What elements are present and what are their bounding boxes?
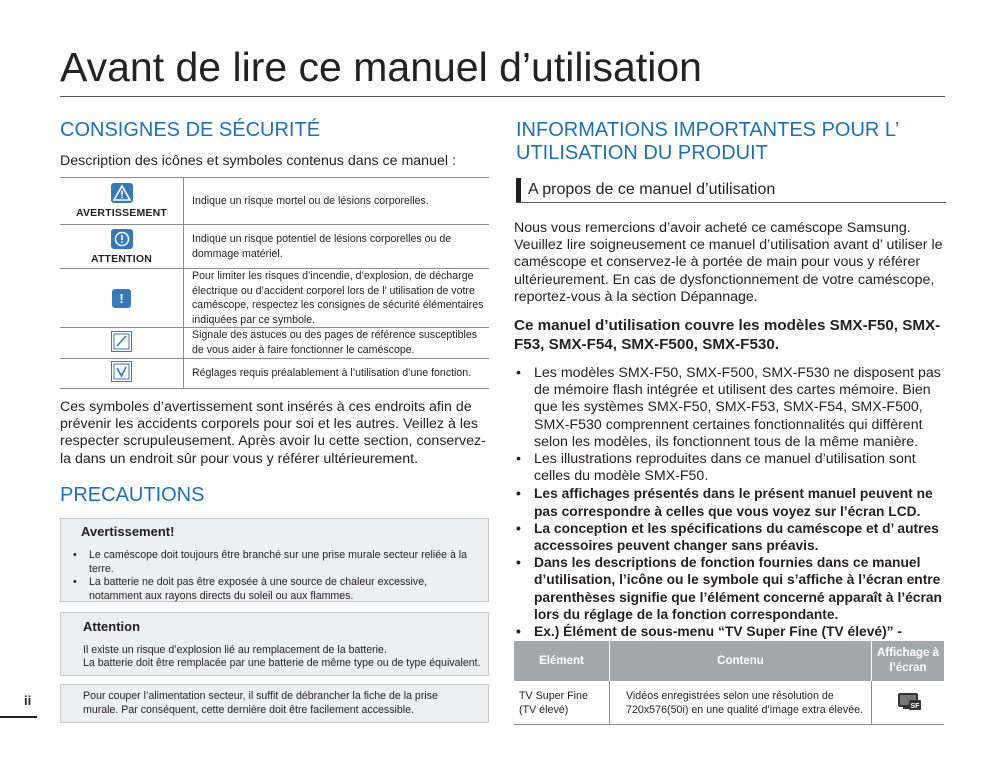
page-title: Avant de lire ce manuel d’utilisation [60, 44, 702, 90]
prerequisite-text: Réglages requis préalablement à l’utilisation d’une fonction. [184, 358, 490, 388]
cell-content: Vidéos enregistrées selon une résolution de 720x576(50i) en une qualité d’image extra élevée. [610, 681, 872, 725]
attention-line-1: Il existe un risque d’explosion lié au remplacement de la batterie. [83, 644, 387, 656]
info-bullets [514, 365, 946, 657]
models-covered: Ce manuel d’utilisation couvre les modèles SMX-F50, SMX-F53, SMX-F54, SMX-F500, SMX-F530. [514, 317, 941, 353]
table-row [514, 681, 944, 725]
list-item: • La conception et les spécifications du caméscope et d’ autres accessoires peuvent changer sans préavis. [514, 520, 946, 554]
warning-label: AVERTISSEMENT [75, 207, 168, 219]
info-intro: Nous vous remercions d’avoir acheté ce caméscope Samsung. Veuillez lire soigneusement ce manuel d’utilisation avant d’ utiliser le caméscope et conservez-le à portée de main pour vous y référer ultérieurement. En cas de dysfonctionnement de votre caméscope, reportez-vous à la section Dépannage. [514, 220, 943, 305]
page-number: ii [24, 693, 32, 708]
example-line-1: Ex.) Élément de sous-menu “TV Super Fine (TV élevé)” - [534, 624, 902, 640]
symbol-row [60, 225, 489, 269]
info-heading-line-2: UTILISATION DU PRODUIT [516, 142, 768, 164]
symbol-row [60, 269, 489, 328]
col-header-content: Contenu [610, 641, 872, 681]
safety-intro: Description des icônes et symboles contenus dans ce manuel : [60, 153, 456, 169]
symbol-row [60, 358, 489, 388]
exclamation-icon: ! [112, 289, 131, 308]
attention-box [60, 612, 489, 676]
title-divider [60, 96, 945, 97]
attention-circle-icon [111, 229, 133, 252]
note-box [60, 684, 489, 723]
col-header-display: Affichage à l’écran [872, 641, 945, 681]
list-item: • Le caméscope doit toujours être branché sur une prise murale secteur reliée à la terre. [61, 549, 481, 576]
list-item: • Les affichages présentés dans le présent manuel peuvent ne pas correspondre à celles que vous voyez sur l’écran LCD. [514, 485, 946, 519]
note-box-text: Pour couper l’alimentation secteur, il suffit de débrancher la fiche de la prise murale. Par conséquent, cette dernière doit être facilement accessible. [83, 690, 438, 716]
svg-text:SF: SF [910, 702, 920, 710]
page-number-bar [0, 716, 37, 718]
info-heading-line-1: INFORMATIONS IMPORTANTES POUR L’ [516, 119, 900, 141]
subheading: A propos de ce manuel d’utilisation [528, 181, 776, 198]
list-item: • Dans les descriptions de fonction fournies dans ce manuel d’utilisation, l’icône ou le symbole qui s’affiche à l’écran entre parenthèses signifie que l’élément concerné apparaît à l’écran lors du réglage de la fonction correspondante. [514, 554, 946, 623]
precautions-heading: PRECAUTIONS [60, 484, 205, 506]
warning-box [60, 518, 489, 602]
col-header-element: Elément [514, 641, 610, 681]
safety-after-text: Ces symboles d’avertissement sont insérés à ces endroits afin de prévenir les accidents corporels pour soi et les autres. Veillez à les respecter scrupuleusement. Après avoir lu cette section, conservez-la dans un endroit sûr pour vous y référer ultérieurement. [60, 399, 486, 467]
subheading-bar [516, 178, 521, 202]
list-item: • Les illustrations reproduites dans ce manuel d’utilisation sont celles du modèle SMX-F50. [514, 451, 946, 485]
list-item: • Les modèles SMX-F50, SMX-F500, SMX-F530 ne disposent pas de mémoire flash intégrée et utilisent des cartes mémoire. Bien que les systèmes SMX-F50, SMX-F53, SMX-F54, SMX-F500, SMX-F530 comprennent certaines fonctionnalités qui diffèrent selon les modèles, ils fonctionnent tous de la même manière. [514, 365, 946, 451]
subheading-divider [516, 202, 946, 203]
warning-box-title: Avertissement! [81, 524, 175, 539]
attention-label: ATTENTION [90, 252, 153, 265]
exclamation-text: Pour limiter les risques d’incendie, d’explosion, de décharge électrique ou d’accident corporel lors de l’ utilisation de votre caméscope, respectez les consignes de sécurité élémentaires indiquées par ce symbole. [184, 269, 490, 328]
warning-triangle-icon [111, 183, 133, 206]
warning-list [61, 549, 481, 603]
cell-element: TV Super Fine (TV élevé) [514, 681, 610, 725]
safety-heading: CONSIGNES DE SÉCURITÉ [60, 119, 321, 141]
example-table [514, 641, 944, 725]
warning-text: Indique un risque mortel ou de lésions corporelles. [184, 178, 490, 225]
checkmark-icon [111, 361, 132, 385]
attention-line-2: La batterie doit être remplacée par une batterie de même type ou de type équivalent. [83, 657, 481, 669]
note-text: Signale des astuces ou des pages de référence susceptibles de vous aider à faire fonctionner le caméscope. [184, 328, 490, 358]
symbol-row [60, 328, 489, 358]
note-pencil-icon [111, 331, 132, 355]
symbol-row [60, 178, 489, 225]
list-item: • La batterie ne doit pas être exposée à une source de chaleur excessive, notamment aux rayons directs du soleil ou aux flammes. [61, 576, 481, 603]
symbol-table [60, 177, 489, 389]
attention-text: Indique un risque potentiel de lésions corporelles ou de dommage matériel. [184, 225, 490, 269]
tv-superfine-icon [894, 690, 922, 716]
attention-box-title: Attention [83, 619, 141, 634]
